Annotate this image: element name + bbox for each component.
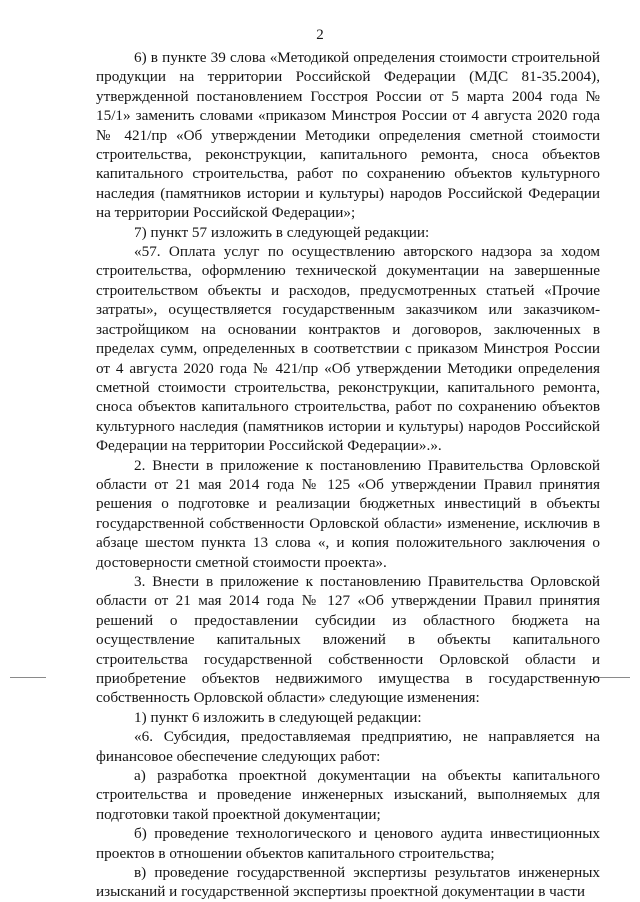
paragraph-subitem-v: в) проведение государственной экспертизы результатов инженерных изысканий и государственной экспертизы проектной документации в части — [96, 864, 600, 901]
paragraph-item-1: 1) пункт 6 изложить в следующей редакции: — [134, 708, 422, 726]
left-margin-mark — [10, 677, 46, 678]
paragraph-section-2: 2. Внести в приложение к постановлению Правительства Орловской области от 21 мая 2014 года № 125 «Об утверждении Правил принятия решения о подготовке и реализации бюджетных инвестиций в объекты государственной собственности Орловской области» изменение, исключив в абзаце шестом пункта 13 слова «, и копия положительного заключения о достоверности сметной стоимости проекта». — [96, 456, 600, 571]
paragraph-subitem-b: б) проведение технологического и ценового аудита инвестиционных проектов в отношении объектов капитального строительства; — [96, 825, 600, 862]
document-body — [96, 48, 600, 902]
paragraph-item-6-text: «6. Субсидия, предоставляемая предприятию, не направляется на финансовое обеспечение следующих работ: — [96, 728, 600, 765]
paragraph-section-3: 3. Внести в приложение к постановлению Правительства Орловской области от 21 мая 2014 года № 127 «Об утверждении Правил принятия решений о предоставлении субсидии из областного бюджета на осуществление капитальных вложений в объекты капитального строительства государственной собственности Орловской области и приобретение объектов недвижимого имущества в государственную собственность Орловской области» следующие изменения: — [96, 572, 600, 707]
paragraph-item-7: 7) пункт 57 изложить в следующей редакции: — [134, 223, 430, 241]
paragraph-item-57-text: «57. Оплата услуг по осуществлению авторского надзора за ходом строительства, оформлению технической документации на завершенные строительством объекты и расходов, предусмотренных статьей «Прочие затраты», осуществляется государственным заказчиком или заказчиком-застройщиком на основании контрактов и договоров, заключенных в пределах сумм, определенных в соответствии с приказом Минстроя России от 4 августа 2020 года № 421/пр «Об утверждении Методики определения сметной стоимости строительства, реконструкции, капитального ремонта, сноса объектов капитального строительства, работ по сохранению объектов культурного наследия (памятников истории и культуры) народов Российской Федерации на территории Российской Федерации».». — [96, 243, 600, 455]
page-number: 2 — [316, 27, 324, 43]
paragraph-subitem-a: а) разработка проектной документации на объекты капитального строительства и проведение инженерных изысканий, выполняемых для подготовки такой проектной документации; — [96, 767, 600, 823]
paragraph-item-6: 6) в пункте 39 слова «Методикой определения стоимости строительной продукции на территории Российской Федерации (МДС 81-35.2004), утвержденной постановлением Госстроя России от 5 марта 2004 года № 15/1» заменить словами «приказом Минстроя России от 4 августа 2020 года № 421/пр «Об утверждении Методики определения сметной стоимости строительства, реконструкции, капитального ремонта, сноса объектов капитального строительства, работ по сохранению объектов культурного наследия (памятников истории и культуры) народов Российской Федерации на территории Российской Федерации»; — [96, 49, 600, 222]
